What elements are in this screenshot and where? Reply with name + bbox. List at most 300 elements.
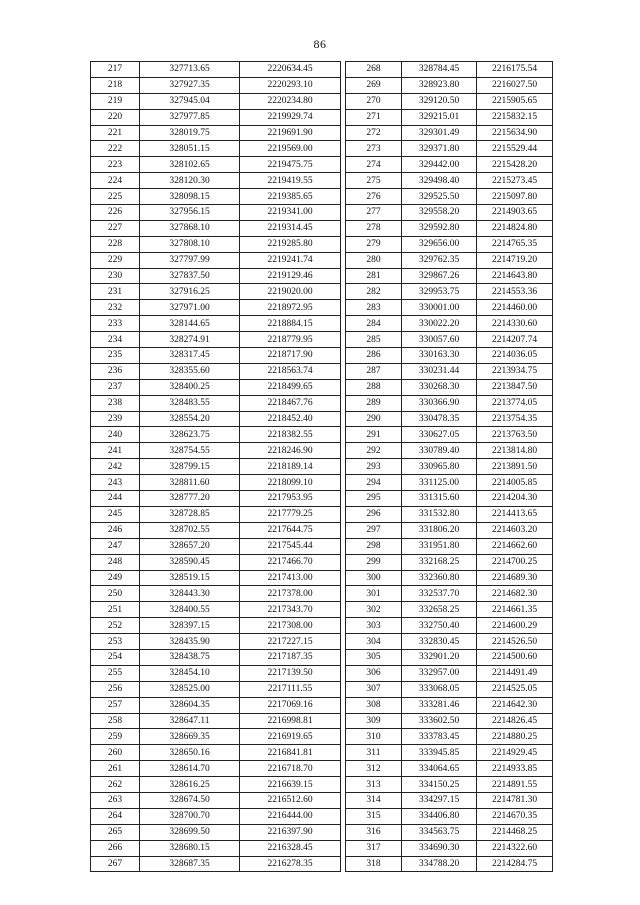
- table-row: [91, 618, 341, 634]
- y-coordinate-cell: 2220234.80: [240, 93, 341, 109]
- x-coordinate-cell: 329371.80: [402, 141, 477, 157]
- table-row: [346, 634, 553, 650]
- y-coordinate-cell: 2217343.70: [240, 602, 341, 618]
- x-coordinate-cell: 327927.35: [140, 77, 240, 93]
- x-coordinate-cell: 333281.46: [402, 697, 477, 713]
- table-row: [91, 840, 341, 856]
- point-number-cell: 309: [346, 713, 402, 729]
- table-row: [91, 729, 341, 745]
- point-number-cell: 291: [346, 427, 402, 443]
- point-number-cell: 314: [346, 792, 402, 808]
- y-coordinate-cell: 2218099.10: [240, 475, 341, 491]
- table-row: [91, 109, 341, 125]
- table-row: [91, 205, 341, 221]
- table-row: [91, 586, 341, 602]
- y-coordinate-cell: 2218189.14: [240, 459, 341, 475]
- y-coordinate-cell: 2219341.00: [240, 205, 341, 221]
- y-coordinate-cell: 2213814.80: [477, 443, 553, 459]
- x-coordinate-cell: 329442.00: [402, 157, 477, 173]
- point-number-cell: 255: [91, 665, 140, 681]
- x-coordinate-cell: 329762.35: [402, 252, 477, 268]
- table-row: [91, 300, 341, 316]
- table-row: [346, 475, 553, 491]
- x-coordinate-cell: 327945.04: [140, 93, 240, 109]
- table-row: [346, 93, 553, 109]
- y-coordinate-cell: 2214526.50: [477, 634, 553, 650]
- y-coordinate-cell: 2214891.55: [477, 777, 553, 793]
- y-coordinate-cell: 2218452.40: [240, 411, 341, 427]
- y-coordinate-cell: 2219691.90: [240, 125, 341, 141]
- y-coordinate-cell: 2214670.35: [477, 808, 553, 824]
- point-number-cell: 273: [346, 141, 402, 157]
- y-coordinate-cell: 2217466.70: [240, 554, 341, 570]
- y-coordinate-cell: 2217069.16: [240, 697, 341, 713]
- table-row: [346, 824, 553, 840]
- y-coordinate-cell: 2216718.70: [240, 761, 341, 777]
- x-coordinate-cell: 330965.80: [402, 459, 477, 475]
- point-number-cell: 244: [91, 491, 140, 507]
- table-row: [91, 808, 341, 824]
- x-coordinate-cell: 327977.85: [140, 109, 240, 125]
- table-row: [91, 379, 341, 395]
- y-coordinate-cell: 2214553.36: [477, 284, 553, 300]
- x-coordinate-cell: 328799.15: [140, 459, 240, 475]
- x-coordinate-cell: 328102.65: [140, 157, 240, 173]
- y-coordinate-cell: 2219419.55: [240, 173, 341, 189]
- point-number-cell: 266: [91, 840, 140, 856]
- point-number-cell: 246: [91, 522, 140, 538]
- x-coordinate-cell: 334406.80: [402, 808, 477, 824]
- y-coordinate-cell: 2214500.60: [477, 649, 553, 665]
- y-coordinate-cell: 2216175.54: [477, 62, 553, 78]
- x-coordinate-cell: 327797.99: [140, 252, 240, 268]
- point-number-cell: 264: [91, 808, 140, 824]
- table-row: [346, 348, 553, 364]
- y-coordinate-cell: 2214603.20: [477, 522, 553, 538]
- point-number-cell: 269: [346, 77, 402, 93]
- y-coordinate-cell: 2217953.95: [240, 491, 341, 507]
- y-coordinate-cell: 2214682.30: [477, 586, 553, 602]
- x-coordinate-cell: 328702.55: [140, 522, 240, 538]
- x-coordinate-cell: 332957.00: [402, 665, 477, 681]
- table-row: [91, 348, 341, 364]
- table-row: [91, 236, 341, 252]
- point-number-cell: 252: [91, 618, 140, 634]
- point-number-cell: 217: [91, 62, 140, 78]
- table-row: [91, 777, 341, 793]
- x-coordinate-cell: 332658.25: [402, 602, 477, 618]
- y-coordinate-cell: 2217139.50: [240, 665, 341, 681]
- table-row: [91, 459, 341, 475]
- table-row: [91, 173, 341, 189]
- point-number-cell: 224: [91, 173, 140, 189]
- table-row: [346, 697, 553, 713]
- table-row: [346, 792, 553, 808]
- x-coordinate-cell: 334563.75: [402, 824, 477, 840]
- x-coordinate-cell: 330001.00: [402, 300, 477, 316]
- table-row: [346, 205, 553, 221]
- x-coordinate-cell: 333068.05: [402, 681, 477, 697]
- y-coordinate-cell: 2214005.85: [477, 475, 553, 491]
- point-number-cell: 223: [91, 157, 140, 173]
- point-number-cell: 261: [91, 761, 140, 777]
- y-coordinate-cell: 2215832.15: [477, 109, 553, 125]
- point-number-cell: 249: [91, 570, 140, 586]
- table-row: [346, 602, 553, 618]
- point-number-cell: 316: [346, 824, 402, 840]
- x-coordinate-cell: 329558.20: [402, 205, 477, 221]
- x-coordinate-cell: 328674.50: [140, 792, 240, 808]
- point-number-cell: 248: [91, 554, 140, 570]
- x-coordinate-cell: 334150.25: [402, 777, 477, 793]
- x-coordinate-cell: 328355.60: [140, 363, 240, 379]
- y-coordinate-cell: 2214330.60: [477, 316, 553, 332]
- y-coordinate-cell: 2214284.75: [477, 856, 553, 872]
- y-coordinate-cell: 2216397.90: [240, 824, 341, 840]
- table-row: [346, 713, 553, 729]
- y-coordinate-cell: 2213891.50: [477, 459, 553, 475]
- table-row: [91, 157, 341, 173]
- y-coordinate-cell: 2219285.80: [240, 236, 341, 252]
- x-coordinate-cell: 330268.30: [402, 379, 477, 395]
- point-number-cell: 313: [346, 777, 402, 793]
- point-number-cell: 318: [346, 856, 402, 872]
- x-coordinate-cell: 329867.26: [402, 268, 477, 284]
- x-coordinate-cell: 328699.50: [140, 824, 240, 840]
- point-number-cell: 306: [346, 665, 402, 681]
- point-number-cell: 262: [91, 777, 140, 793]
- point-number-cell: 285: [346, 332, 402, 348]
- y-coordinate-cell: 2218779.95: [240, 332, 341, 348]
- point-number-cell: 259: [91, 729, 140, 745]
- point-number-cell: 222: [91, 141, 140, 157]
- table-row: [91, 189, 341, 205]
- point-number-cell: 299: [346, 554, 402, 570]
- x-coordinate-cell: 331951.80: [402, 538, 477, 554]
- table-row: [346, 125, 553, 141]
- point-number-cell: 272: [346, 125, 402, 141]
- y-coordinate-cell: 2218884.15: [240, 316, 341, 332]
- table-row: [346, 522, 553, 538]
- point-number-cell: 298: [346, 538, 402, 554]
- coordinate-table-left: [90, 61, 341, 872]
- x-coordinate-cell: 328051.15: [140, 141, 240, 157]
- table-row: [91, 427, 341, 443]
- y-coordinate-cell: 2216639.15: [240, 777, 341, 793]
- x-coordinate-cell: 328623.75: [140, 427, 240, 443]
- point-number-cell: 219: [91, 93, 140, 109]
- table-row: [346, 443, 553, 459]
- point-number-cell: 287: [346, 363, 402, 379]
- y-coordinate-cell: 2214525.05: [477, 681, 553, 697]
- x-coordinate-cell: 332830.45: [402, 634, 477, 650]
- table-row: [346, 109, 553, 125]
- x-coordinate-cell: 328650.16: [140, 745, 240, 761]
- y-coordinate-cell: 2217644.75: [240, 522, 341, 538]
- x-coordinate-cell: 328019.75: [140, 125, 240, 141]
- point-number-cell: 290: [346, 411, 402, 427]
- table-row: [346, 284, 553, 300]
- x-coordinate-cell: 328400.25: [140, 379, 240, 395]
- point-number-cell: 293: [346, 459, 402, 475]
- point-number-cell: 295: [346, 491, 402, 507]
- table-row: [91, 554, 341, 570]
- x-coordinate-cell: 329525.50: [402, 189, 477, 205]
- x-coordinate-cell: 329215.01: [402, 109, 477, 125]
- table-row: [346, 157, 553, 173]
- table-row: [346, 395, 553, 411]
- point-number-cell: 263: [91, 792, 140, 808]
- y-coordinate-cell: 2214933.85: [477, 761, 553, 777]
- point-number-cell: 256: [91, 681, 140, 697]
- x-coordinate-cell: 331125.00: [402, 475, 477, 491]
- table-row: [346, 363, 553, 379]
- point-number-cell: 245: [91, 506, 140, 522]
- x-coordinate-cell: 328680.15: [140, 840, 240, 856]
- table-row: [91, 570, 341, 586]
- y-coordinate-cell: 2215428.20: [477, 157, 553, 173]
- y-coordinate-cell: 2213754.35: [477, 411, 553, 427]
- x-coordinate-cell: 329301.49: [402, 125, 477, 141]
- y-coordinate-cell: 2215634.90: [477, 125, 553, 141]
- x-coordinate-cell: 334064.65: [402, 761, 477, 777]
- point-number-cell: 312: [346, 761, 402, 777]
- y-coordinate-cell: 2214880.25: [477, 729, 553, 745]
- y-coordinate-cell: 2214642.30: [477, 697, 553, 713]
- point-number-cell: 234: [91, 332, 140, 348]
- y-coordinate-cell: 2219129.46: [240, 268, 341, 284]
- y-coordinate-cell: 2214661.35: [477, 602, 553, 618]
- x-coordinate-cell: 328604.35: [140, 697, 240, 713]
- table-row: [346, 681, 553, 697]
- point-number-cell: 305: [346, 649, 402, 665]
- point-number-cell: 250: [91, 586, 140, 602]
- x-coordinate-cell: 328397.15: [140, 618, 240, 634]
- point-number-cell: 284: [346, 316, 402, 332]
- y-coordinate-cell: 2218972.95: [240, 300, 341, 316]
- table-row: [346, 649, 553, 665]
- y-coordinate-cell: 2214700.25: [477, 554, 553, 570]
- y-coordinate-cell: 2216512.60: [240, 792, 341, 808]
- table-row: [91, 284, 341, 300]
- x-coordinate-cell: 327916.25: [140, 284, 240, 300]
- y-coordinate-cell: 2219385.65: [240, 189, 341, 205]
- x-coordinate-cell: 332360.80: [402, 570, 477, 586]
- point-number-cell: 241: [91, 443, 140, 459]
- point-number-cell: 237: [91, 379, 140, 395]
- point-number-cell: 233: [91, 316, 140, 332]
- table-row: [346, 745, 553, 761]
- y-coordinate-cell: 2213934.75: [477, 363, 553, 379]
- table-row: [346, 761, 553, 777]
- table-row: [91, 475, 341, 491]
- y-coordinate-cell: 2219929.74: [240, 109, 341, 125]
- x-coordinate-cell: 330022.20: [402, 316, 477, 332]
- table-row: [346, 77, 553, 93]
- y-coordinate-cell: 2214036.05: [477, 348, 553, 364]
- point-number-cell: 300: [346, 570, 402, 586]
- x-coordinate-cell: 329498.40: [402, 173, 477, 189]
- x-coordinate-cell: 334690.30: [402, 840, 477, 856]
- x-coordinate-cell: 330231.44: [402, 363, 477, 379]
- point-number-cell: 296: [346, 506, 402, 522]
- x-coordinate-cell: 329120.50: [402, 93, 477, 109]
- y-coordinate-cell: 2214491.49: [477, 665, 553, 681]
- x-coordinate-cell: 332537.70: [402, 586, 477, 602]
- table-row: [91, 268, 341, 284]
- point-number-cell: 221: [91, 125, 140, 141]
- y-coordinate-cell: 2217227.15: [240, 634, 341, 650]
- point-number-cell: 236: [91, 363, 140, 379]
- y-coordinate-cell: 2214781.30: [477, 792, 553, 808]
- point-number-cell: 258: [91, 713, 140, 729]
- point-number-cell: 226: [91, 205, 140, 221]
- point-number-cell: 251: [91, 602, 140, 618]
- x-coordinate-cell: 328435.90: [140, 634, 240, 650]
- x-coordinate-cell: 331315.60: [402, 491, 477, 507]
- table-row: [91, 332, 341, 348]
- x-coordinate-cell: 328777.20: [140, 491, 240, 507]
- point-number-cell: 310: [346, 729, 402, 745]
- table-row: [91, 506, 341, 522]
- y-coordinate-cell: 2215273.45: [477, 173, 553, 189]
- point-number-cell: 303: [346, 618, 402, 634]
- x-coordinate-cell: 329953.75: [402, 284, 477, 300]
- table-row: [346, 316, 553, 332]
- y-coordinate-cell: 2214207.74: [477, 332, 553, 348]
- x-coordinate-cell: 328728.85: [140, 506, 240, 522]
- x-coordinate-cell: 330627.05: [402, 427, 477, 443]
- x-coordinate-cell: 332901.20: [402, 649, 477, 665]
- table-row: [346, 252, 553, 268]
- y-coordinate-cell: 2220634.45: [240, 62, 341, 78]
- y-coordinate-cell: 2214460.00: [477, 300, 553, 316]
- point-number-cell: 307: [346, 681, 402, 697]
- point-number-cell: 270: [346, 93, 402, 109]
- table-row: [346, 554, 553, 570]
- x-coordinate-cell: 328647.11: [140, 713, 240, 729]
- point-number-cell: 231: [91, 284, 140, 300]
- table-row: [346, 332, 553, 348]
- table-row: [91, 856, 341, 872]
- table-row: [346, 173, 553, 189]
- x-coordinate-cell: 328811.60: [140, 475, 240, 491]
- table-row: [346, 729, 553, 745]
- y-coordinate-cell: 2218467.76: [240, 395, 341, 411]
- x-coordinate-cell: 328554.20: [140, 411, 240, 427]
- y-coordinate-cell: 2215097.80: [477, 189, 553, 205]
- table-row: [91, 395, 341, 411]
- y-coordinate-cell: 2214662.60: [477, 538, 553, 554]
- point-number-cell: 279: [346, 236, 402, 252]
- x-coordinate-cell: 328687.35: [140, 856, 240, 872]
- y-coordinate-cell: 2217779.25: [240, 506, 341, 522]
- point-number-cell: 238: [91, 395, 140, 411]
- y-coordinate-cell: 2218246.90: [240, 443, 341, 459]
- y-coordinate-cell: 2220293.10: [240, 77, 341, 93]
- table-row: [346, 141, 553, 157]
- y-coordinate-cell: 2214689.30: [477, 570, 553, 586]
- point-number-cell: 275: [346, 173, 402, 189]
- point-number-cell: 239: [91, 411, 140, 427]
- y-coordinate-cell: 2217413.00: [240, 570, 341, 586]
- table-row: [346, 189, 553, 205]
- x-coordinate-cell: 328614.70: [140, 761, 240, 777]
- point-number-cell: 283: [346, 300, 402, 316]
- table-row: [346, 411, 553, 427]
- table-row: [346, 379, 553, 395]
- y-coordinate-cell: 2213774.05: [477, 395, 553, 411]
- y-coordinate-cell: 2216998.81: [240, 713, 341, 729]
- y-coordinate-cell: 2214413.65: [477, 506, 553, 522]
- x-coordinate-cell: 334788.20: [402, 856, 477, 872]
- point-number-cell: 229: [91, 252, 140, 268]
- y-coordinate-cell: 2216444.00: [240, 808, 341, 824]
- x-coordinate-cell: 330478.35: [402, 411, 477, 427]
- point-number-cell: 225: [91, 189, 140, 205]
- table-row: [91, 443, 341, 459]
- x-coordinate-cell: 328454.10: [140, 665, 240, 681]
- table-row: [91, 316, 341, 332]
- x-coordinate-cell: 328098.15: [140, 189, 240, 205]
- x-coordinate-cell: 328784.45: [402, 62, 477, 78]
- y-coordinate-cell: 2217545.44: [240, 538, 341, 554]
- table-row: [91, 93, 341, 109]
- table-row: [91, 522, 341, 538]
- table-row: [346, 220, 553, 236]
- y-coordinate-cell: 2218382.55: [240, 427, 341, 443]
- table-row: [91, 665, 341, 681]
- table-row: [91, 634, 341, 650]
- table-row: [91, 125, 341, 141]
- x-coordinate-cell: 327868.10: [140, 220, 240, 236]
- x-coordinate-cell: 330057.60: [402, 332, 477, 348]
- point-number-cell: 315: [346, 808, 402, 824]
- x-coordinate-cell: 330789.40: [402, 443, 477, 459]
- y-coordinate-cell: 2215905.65: [477, 93, 553, 109]
- y-coordinate-cell: 2219020.00: [240, 284, 341, 300]
- table-row: [91, 713, 341, 729]
- table-row: [346, 570, 553, 586]
- x-coordinate-cell: 329656.00: [402, 236, 477, 252]
- y-coordinate-cell: 2216841.81: [240, 745, 341, 761]
- table-row: [346, 840, 553, 856]
- x-coordinate-cell: 327837.50: [140, 268, 240, 284]
- x-coordinate-cell: 328754.55: [140, 443, 240, 459]
- table-row: [91, 681, 341, 697]
- table-row: [91, 220, 341, 236]
- point-number-cell: 308: [346, 697, 402, 713]
- point-number-cell: 292: [346, 443, 402, 459]
- y-coordinate-cell: 2216919.65: [240, 729, 341, 745]
- point-number-cell: 271: [346, 109, 402, 125]
- point-number-cell: 276: [346, 189, 402, 205]
- x-coordinate-cell: 328400.55: [140, 602, 240, 618]
- point-number-cell: 302: [346, 602, 402, 618]
- point-number-cell: 228: [91, 236, 140, 252]
- x-coordinate-cell: 328616.25: [140, 777, 240, 793]
- x-coordinate-cell: 327956.15: [140, 205, 240, 221]
- table-row: [346, 665, 553, 681]
- point-number-cell: 254: [91, 649, 140, 665]
- x-coordinate-cell: 328274.91: [140, 332, 240, 348]
- point-number-cell: 280: [346, 252, 402, 268]
- point-number-cell: 247: [91, 538, 140, 554]
- x-coordinate-cell: 332750.40: [402, 618, 477, 634]
- table-row: [91, 792, 341, 808]
- y-coordinate-cell: 2214826.45: [477, 713, 553, 729]
- point-number-cell: 311: [346, 745, 402, 761]
